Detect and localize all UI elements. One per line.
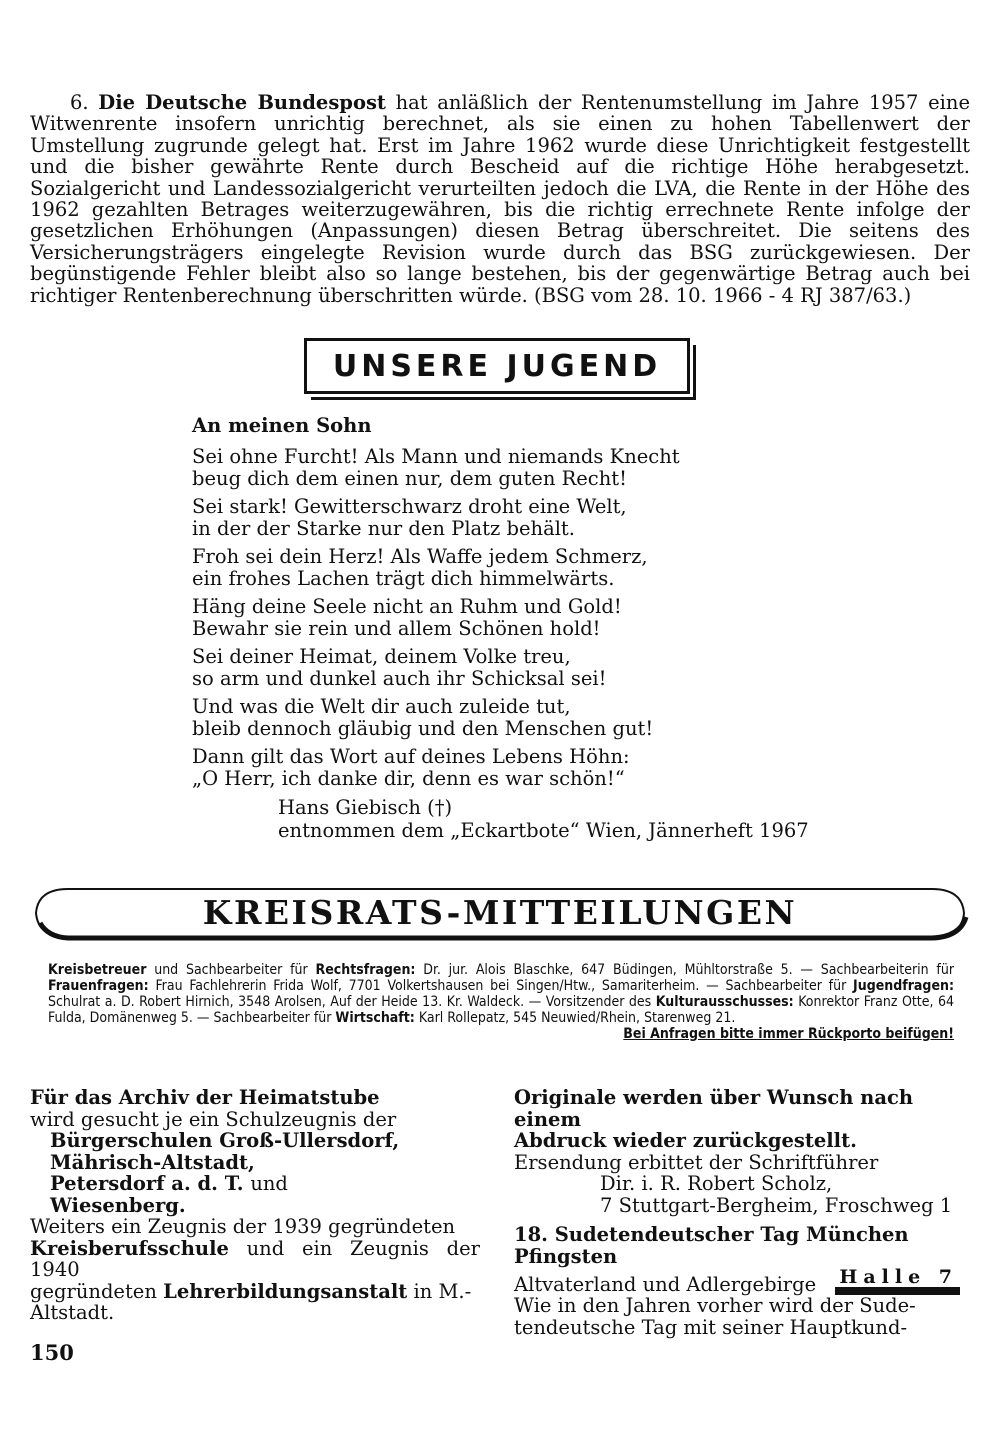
archive-text: gegründeten — [30, 1279, 157, 1303]
poem-line: Sei ohne Furcht! Als Mann und niemands Knecht — [192, 445, 680, 468]
right-column — [514, 1087, 970, 1338]
kreisrats-contacts — [48, 962, 954, 1026]
section-number: 6. — [70, 91, 89, 114]
kreisrats-heading: KREISRATS-MITTEILUNGEN — [202, 893, 798, 932]
sudetendeutscher-tag-title: 18. Sudetendeutscher Tag München — [514, 1223, 909, 1246]
archive-text: in M.- — [413, 1279, 472, 1303]
altvaterland-row — [514, 1267, 970, 1295]
archive-line: wird gesucht je ein Schulzeugnis der — [30, 1107, 397, 1131]
archive-line — [30, 1281, 480, 1303]
poem-line: Sei stark! Gewitterschwarz droht eine Welt, — [192, 495, 627, 518]
poem-line: Bewahr sie rein und allem Schönen hold! — [192, 616, 601, 640]
unsere-jugend-heading: UNSERE JUGEND — [332, 348, 662, 384]
stanza — [192, 596, 832, 639]
section-text: hat anläßlich der Rentenumstellung im Jahre 1957 eine Witwenrente insofern unrichtig berechnet, als sie einen zu hohen Tabellenwert der Umstellung zugrunde gelegt hat. Erst im Jahre 1962 wurde diese Unrichtigkeit festgestellt und die bisher gewährte Rente durch Bescheid auf die richtige Höhe herabgesetzt. Sozialgericht und Landessozialgericht verurteilten jedoch die LVA, die Rente in der Höhe des 1962 gezahlten Betrages weiterzugewähren, bis die richtig errechnete Rente infolge der gesetzlichen Erhöhungen (Anpassungen) diesen Betrag überschreitet. Die seitens des Versicherungsträgers eingelegte Revision wurde durch das BSG zurückgewiesen. Der begünstigende Fehler bleibt also so lange bestehen, bis der gegenwärtige Betrag auch bei richtiger Rentenberechnung überschritten würde. (BSG vom 28. 10. 1966 - 4 RJ 387/63.) — [30, 91, 970, 307]
school-name: Bürgerschulen Groß-Ullersdorf, — [50, 1129, 400, 1152]
stanza — [192, 646, 832, 689]
poem-line: Froh sei dein Herz! Als Waffe jedem Schmerz, — [192, 545, 648, 568]
poem-line: bleib dennoch gläubig und den Menschen gut! — [192, 716, 654, 740]
archive-title: Für das Archiv der Heimatstube — [30, 1086, 380, 1109]
section-6-paragraph — [30, 92, 970, 306]
stanza — [192, 496, 832, 539]
poem-line: beug dich dem einen nur, dem guten Recht! — [192, 466, 627, 490]
address-line: Dir. i. R. Robert Scholz, — [600, 1172, 833, 1195]
poem-line: ein frohes Lachen trägt dich himmelwärts. — [192, 566, 615, 590]
archive-line — [30, 1238, 480, 1281]
contact-text: Frau Fachlehrerin Frida Wolf, 7701 Volkertshausen bei Singen/Htw., Samariterheim. — Sachbearbeiter für — [155, 978, 847, 994]
school-name-text: Lehrerbildungsanstalt — [163, 1279, 408, 1303]
tag-line: tendeutsche Tag mit seiner Hauptkund- — [514, 1315, 908, 1339]
contact-text: Karl Rollepatz, 545 Neuwied/Rhein, Starenweg 21. — [418, 1010, 736, 1026]
school-name — [30, 1173, 480, 1195]
stanza — [192, 546, 832, 589]
archive-notice — [30, 1087, 480, 1324]
originale-line: Ersendung erbittet der Schriftführer — [514, 1150, 879, 1174]
contact-text: Dr. jur. Alois Blaschke, 647 Büdingen, Mühltorstraße 5. — Sachbearbeiterin für — [423, 962, 955, 978]
stanza — [192, 446, 832, 489]
rueckporto-note: Bei Anfragen bitte immer Rückporto beifügen! — [623, 1026, 954, 1042]
label-kulturausschuss: Kulturausschusses: — [655, 994, 794, 1010]
label-rechtsfragen: Rechtsfragen: — [315, 962, 416, 978]
label-kreisbetreuer: Kreisbetreuer — [48, 962, 147, 978]
page-number: 150 — [30, 1340, 74, 1365]
unsere-jugend-heading-box — [304, 338, 690, 394]
school-name: Mährisch-Altstadt, — [50, 1150, 255, 1174]
poem-line: Häng deine Seele nicht an Ruhm und Gold! — [192, 595, 622, 618]
school-name-text: Petersdorf a. d. T. — [50, 1172, 244, 1195]
label-wirtschaft: Wirtschaft: — [335, 1010, 415, 1026]
halle-badge: Halle 7 — [835, 1267, 960, 1295]
poem-line: in der der Starke nur den Platz behält. — [192, 516, 575, 540]
poem-author: Hans Giebisch (†) — [278, 796, 453, 819]
poem-line: „O Herr, ich danke dir, denn es war schön!“ — [192, 766, 625, 790]
poem-line: Dann gilt das Wort auf deines Lebens Höhn: — [192, 745, 630, 768]
address-line: 7 Stuttgart-Bergheim, Froschweg 1 — [600, 1193, 953, 1217]
pfingsten-label: Pfingsten — [514, 1244, 618, 1268]
school-name-text: Kreisberufsschule — [30, 1236, 229, 1260]
label-jugendfragen: Jugendfragen: — [853, 978, 954, 994]
originale-title: Abdruck wieder zurückgestellt. — [514, 1129, 857, 1152]
contact-text: Konrektor Franz Otte, 64 Fulda, Domänenweg 5. — Sachbearbeiter für — [48, 994, 955, 1026]
altvaterland-text: Altvaterland und Adlergebirge — [514, 1272, 817, 1296]
archive-text: und ein Zeugnis der 1940 — [30, 1236, 480, 1281]
archive-line: Altstadt. — [30, 1301, 115, 1324]
label-frauenfragen: Frauenfragen: — [48, 978, 149, 994]
contact-text: Schulrat a. D. Robert Hirnich, 3548 Arolsen, Auf der Heide 13. Kr. Waldeck. — Vorsitzender des — [48, 994, 652, 1010]
section-lead: Die Deutsche Bundespost — [98, 91, 386, 114]
poem-line: Sei deiner Heimat, deinem Volke treu, — [192, 645, 571, 668]
tag-line: Wie in den Jahren vorher wird der Sude- — [514, 1294, 916, 1317]
poem-title: An meinen Sohn — [192, 414, 372, 437]
school-name: Wiesenberg. — [50, 1193, 186, 1217]
conjunction: und — [250, 1172, 288, 1195]
poem-line: so arm und dunkel auch ihr Schicksal sei! — [192, 666, 607, 690]
stanza — [192, 696, 832, 739]
kreisrats-banner — [30, 883, 970, 943]
originale-title: Originale werden über Wunsch nach einem — [514, 1086, 914, 1131]
archive-paragraph — [30, 1216, 480, 1324]
poem-source: entnommen dem „Eckartbote“ Wien, Jännerheft 1967 — [278, 819, 809, 842]
contact-text: und Sachbearbeiter für — [154, 962, 308, 978]
poem-line: Und was die Welt dir auch zuleide tut, — [192, 695, 571, 718]
tag-paragraph — [514, 1295, 970, 1338]
stanza — [192, 746, 832, 789]
kreisrats-info — [48, 962, 954, 1042]
archive-line: Weiters ein Zeugnis der 1939 gegründeten — [30, 1215, 456, 1238]
poem — [192, 414, 832, 842]
